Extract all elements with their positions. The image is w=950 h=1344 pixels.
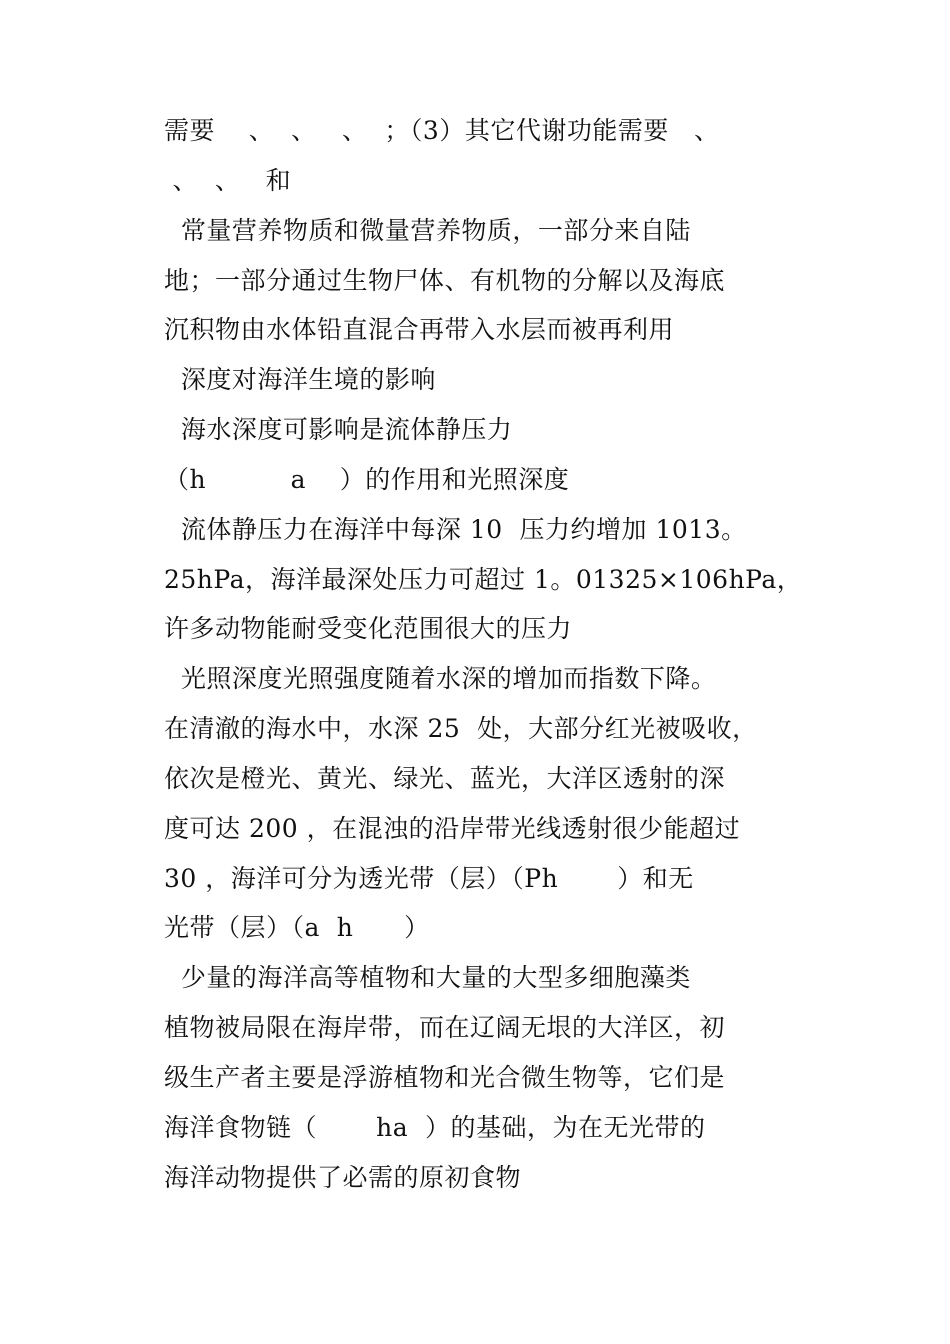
section-heading-depth: 深度对海洋生境的影响 (164, 365, 436, 394)
text-line: 海洋食物链（ ha ）的基础，为在无光带的 (164, 1113, 706, 1142)
text-line: （h a ）的作用和光照深度 (164, 465, 570, 494)
text-line: 海洋动物提供了必需的原初食物 (164, 1163, 522, 1192)
text-line: 地；一部分通过生物尸体、有机物的分解以及海底 (164, 266, 726, 295)
paragraph-nutrient-sources: 常量营养物质和微量营养物质，一部分来自陆 (164, 216, 691, 245)
text-line: 沉积物由水体铅直混合再带入水层而被再利用 (164, 315, 675, 344)
paragraph-primary-producers: 少量的海洋高等植物和大量的大型多细胞藻类 (164, 963, 691, 992)
text-line: 30 ，海洋可分为透光带（层）（Ph ）和无 (164, 864, 694, 893)
text-line: 度可达 200 ，在混浊的沿岸带光线透射很少能超过 (164, 814, 741, 843)
paragraph-light-depth: 光照深度光照强度随着水深的增加而指数下降。 (164, 664, 717, 693)
text-line: 许多动物能耐受变化范围很大的压力 (164, 614, 573, 643)
text-line: 、 、 和 (164, 166, 292, 195)
paragraph-depth-effects: 海水深度可影响是流体静压力 (164, 415, 513, 444)
text-line: 在清澈的海水中，水深 25 处，大部分红光被吸收， (164, 714, 758, 743)
text-line: 植物被局限在海岸带，而在辽阔无垠的大洋区，初 (164, 1013, 726, 1042)
paragraph-hydrostatic-pressure: 流体静压力在海洋中每深 10 压力约增加 1013。 (164, 515, 747, 544)
text-line: 依次是橙光、黄光、绿光、蓝光，大洋区透射的深 (164, 764, 726, 793)
text-line: 级生产者主要是浮游植物和光合微生物等，它们是 (164, 1063, 726, 1092)
text-line: 光带（层）（a h ） (164, 913, 430, 942)
text-line: 需要 、 、 、 ；（3）其它代谢功能需要 、 (164, 116, 720, 145)
text-line: 25hPa，海洋最深处压力可超过 1。01325×106hPa， (164, 565, 803, 594)
